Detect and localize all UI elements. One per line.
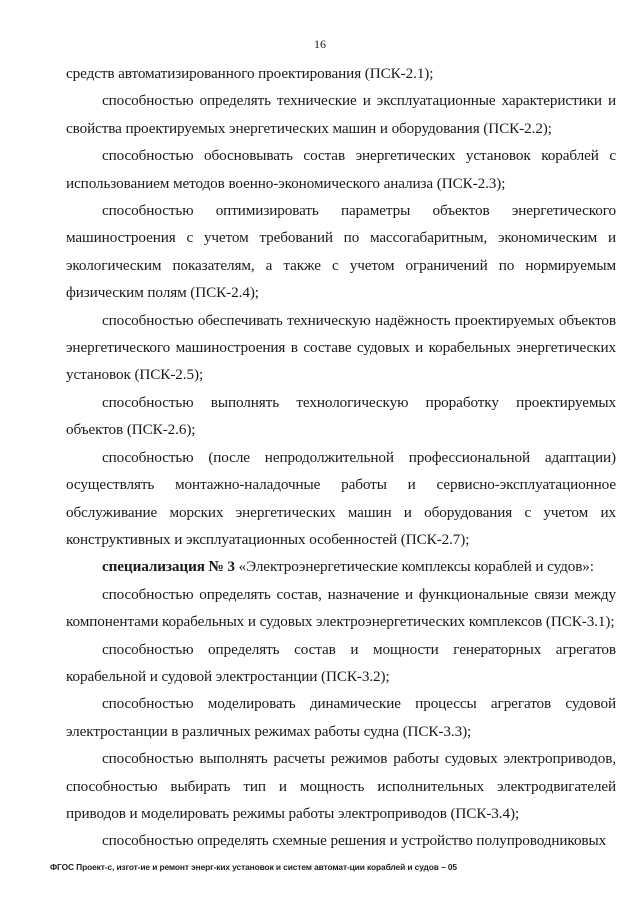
paragraph: средств автоматизированного проектирования (ПСК-2.1); [66,65,434,82]
paragraph: способностью моделировать динамические процессы агрегатов судовой электростанции в различных режимах работы судна (ПСК-3.3); [66,695,616,740]
specialization-heading [66,553,616,580]
paragraph: способностью определять состав и мощности генераторных агрегатов корабельной и судовой электростанции (ПСК-3.2); [66,640,616,685]
document-body [66,60,616,855]
specialization-label: специализация № 3 [102,558,235,576]
paragraph: способностью выполнять технологическую проработку проектируемых объектов (ПСК-2.6); [66,393,616,439]
paragraph: способностью оптимизировать параметры объектов энергетического машиностроения с учетом требований по массогабаритным, экономическим и экологическим показателям, а также с учетом ограничений по нормируемым физическим полям (ПСК-2.4); [66,202,616,302]
paragraph: способностью обеспечивать техническую надёжность проектируемых объектов энергетического машиностроения в составе судовых и корабельных энергетических установок (ПСК-2.5); [66,311,616,384]
paragraph: способностью определять состав, назначение и функциональные связи между компонентами корабельных и судовых электроэнергетических комплексов (ПСК-3.1); [66,585,616,631]
page-footer: ФГОС Проект-с, изгот-ие и ремонт энерг-ких установок и систем автомат-ции кораблей и судов – 05 [50,862,457,872]
paragraph: способностью выполнять расчеты режимов работы судовых электроприводов, способностью выбирать тип и мощность исполнительных электродвигателей приводов и моделировать режимы работы электроприводов (ПСК-3.4); [66,750,616,822]
paragraph: способностью определять технические и эксплуатационные характеристики и свойства проектируемых энергетических машин и оборудования (ПСК-2.2); [66,92,616,137]
paragraph: способностью (после непродолжительной профессиональной адаптации) осуществлять монтажно-наладочные работы и сервисно-эксплуатационное обслуживание морских энергетических машин и оборудования с учетом их конструктивных и эксплуатационных особенностей (ПСК-2.7); [66,448,616,548]
paragraph: способностью обосновывать состав энергетических установок кораблей с использованием методов военно-экономического анализа (ПСК-2.3); [66,147,616,192]
paragraph: способностью определять схемные решения и устройство полупроводниковых [102,832,607,850]
specialization-title: «Электроэнергетические комплексы кораблей и судов»: [234,558,594,576]
page-number: 16 [314,37,326,51]
